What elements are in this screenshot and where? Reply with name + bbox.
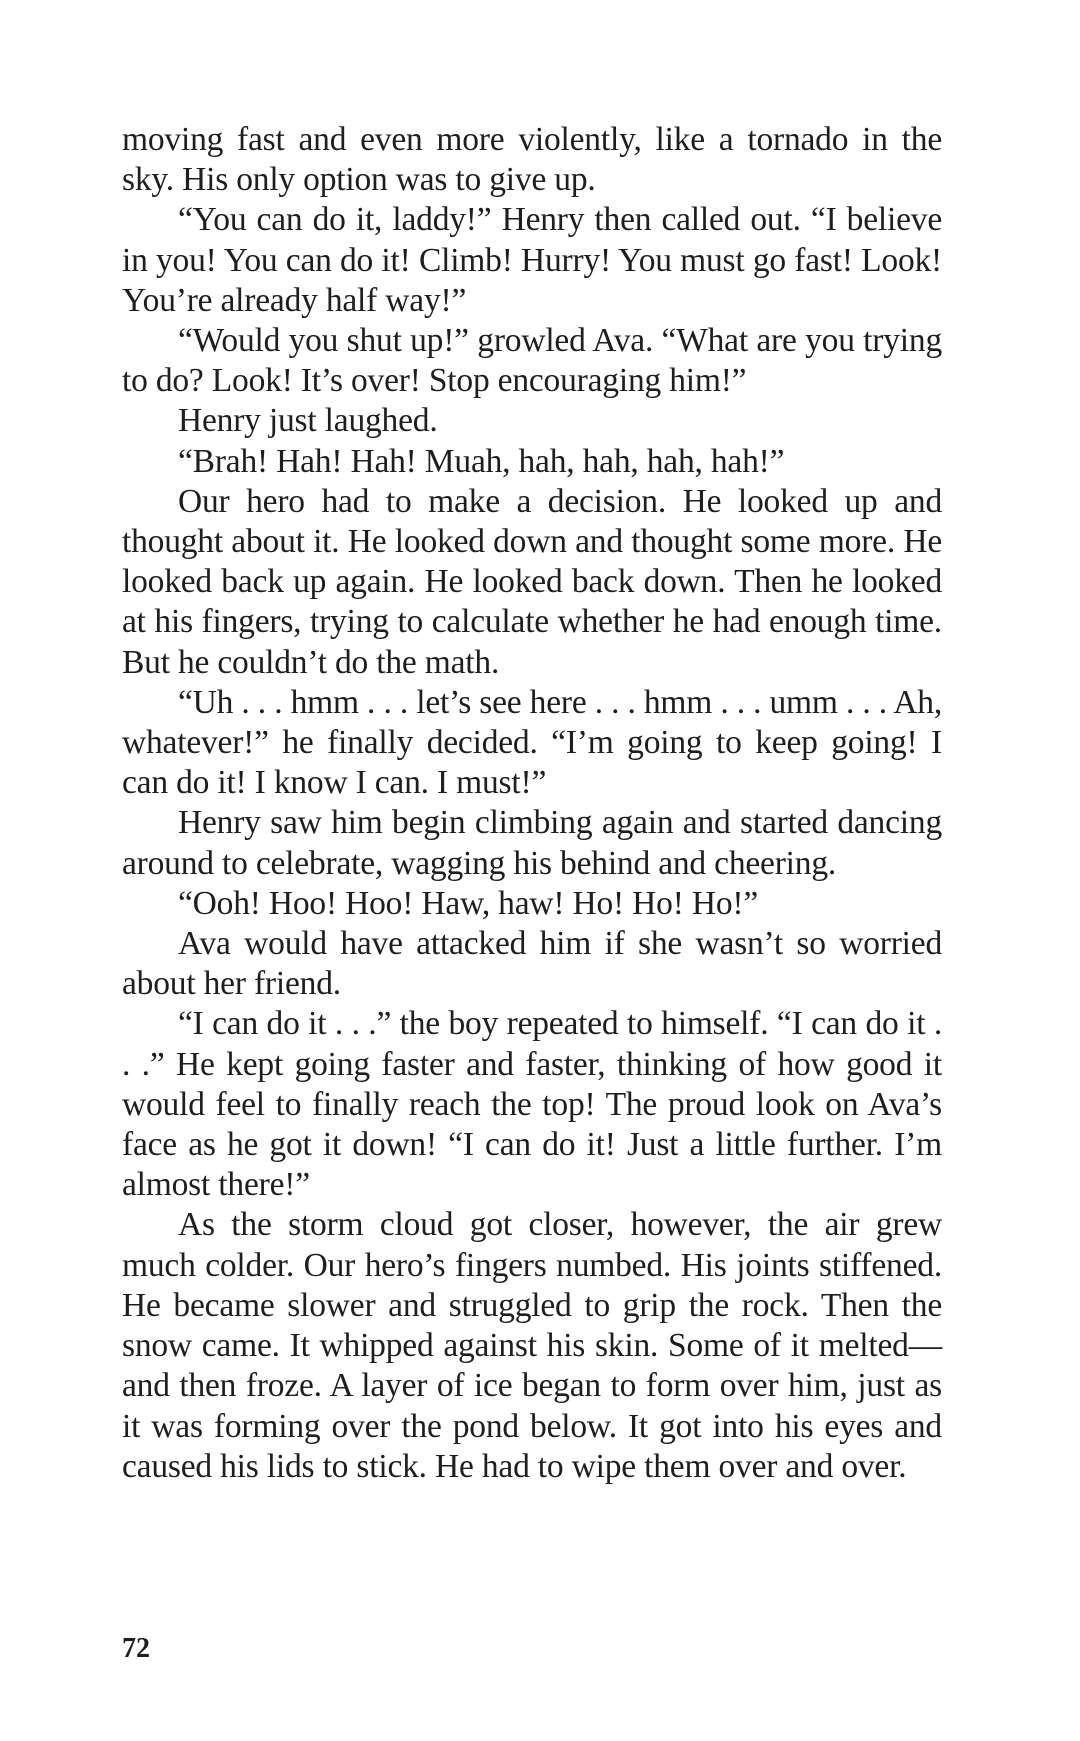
paragraph-cheer: “Ooh! Hoo! Hoo! Haw, haw! Ho! Ho! Ho!” — [178, 884, 759, 922]
paragraph-henry-laughed: Henry just laughed. — [178, 402, 438, 440]
paragraph-decision: Our hero had to make a decision. He looked up and thought about it. He looked down and thought some more. He looked back up again. He looked back down. Then he looked at his fingers, trying to calculate whether he had enough time. But he couldn’t do the math. — [122, 482, 942, 681]
paragraph-ava-worried: Ava would have attacked him if she wasn’t so worried about her friend. — [122, 925, 942, 1003]
paragraph-storm-cloud: As the storm cloud got closer, however, the air grew much colder. Our hero’s fingers numbed. His joints stiffened. He became slower and struggled to grip the rock. Then the snow came. It whipped against his skin. Some of it melted—and then froze. A layer of ice began to form over him, just as it was forming over the pond below. It got into his eyes and caused his lids to stick. He had to wipe them over and over. — [122, 1206, 942, 1485]
paragraph-continuation: moving fast and even more violently, like a tornado in the sky. His only option was to give up. — [122, 121, 942, 199]
paragraph-i-can-do-it: “I can do it . . .” the boy repeated to himself. “I can do it . . .” He kept going faster and faster, thinking of how good it would feel to finally reach the top! The proud look on Ava’s face as he got it down! “I can do it! Just a little further. I’m almost there!” — [122, 1005, 942, 1204]
paragraph-laugh: “Brah! Hah! Hah! Muah, hah, hah, hah, hah!” — [178, 442, 785, 480]
page-number: 72 — [122, 1633, 150, 1664]
paragraph-ava-growls: “Would you shut up!” growled Ava. “What are you trying to do? Look! It’s over! Stop encouraging him!” — [122, 322, 942, 400]
paragraph-keep-going: “Uh . . . hmm . . . let’s see here . . . hmm . . . umm . . . Ah, whatever!” he finally decided. “I’m going to keep going! I can do it! I know I can. I must!” — [122, 683, 942, 802]
page-body-text — [122, 120, 942, 1487]
paragraph-henry-calls-out: “You can do it, laddy!” Henry then called out. “I believe in you! You can do it! Climb! Hurry! You must go fast! Look! You’re already half way!” — [122, 201, 942, 319]
paragraph-henry-dancing: Henry saw him begin climbing again and started dancing around to celebrate, wagging his behind and cheering. — [122, 804, 942, 882]
